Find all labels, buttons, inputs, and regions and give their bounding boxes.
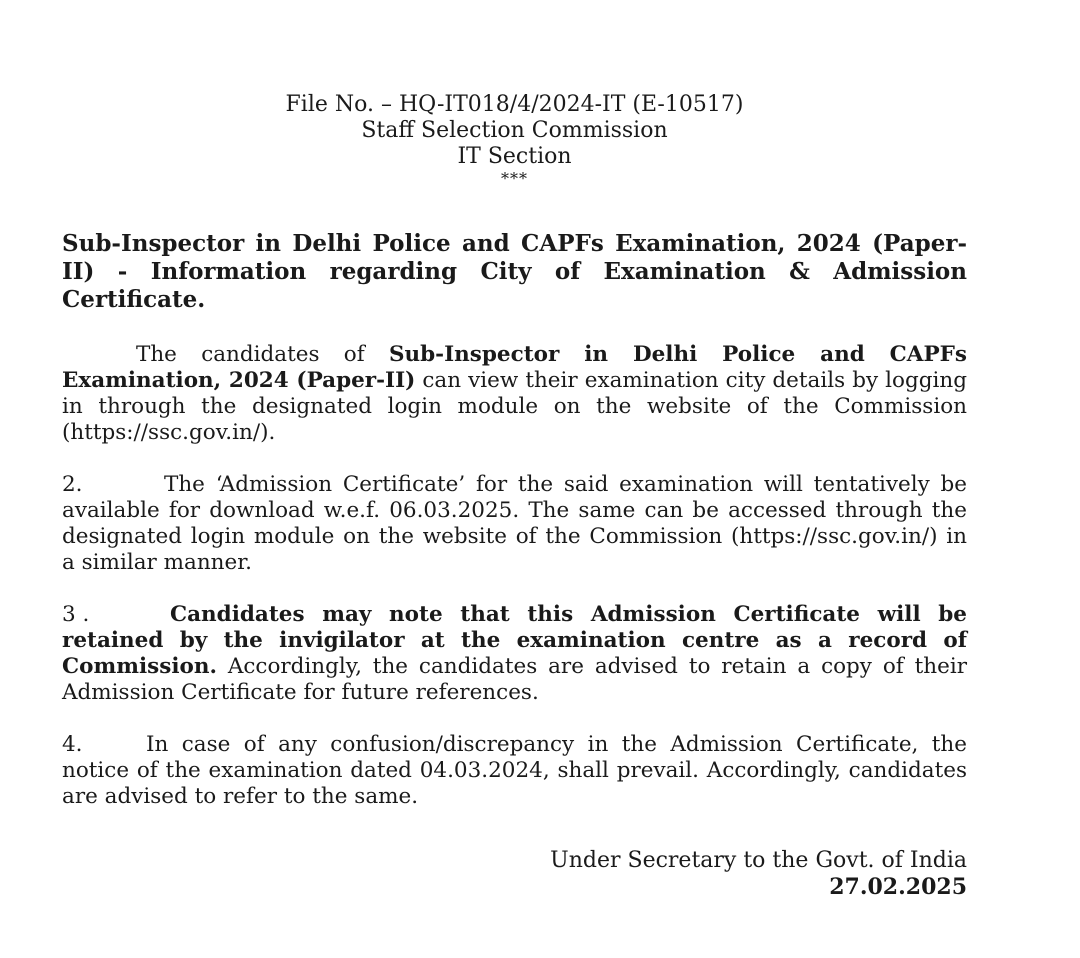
file-number: File No. – HQ-IT018/4/2024-IT (E-10517): [285, 92, 744, 117]
paragraph-3-text: Accordingly, the candidates are advised to retain a copy of their Admission Certificate for future references.: [62, 654, 967, 705]
paragraph-2-number: 2.: [62, 472, 83, 497]
separator-stars: ***: [501, 169, 528, 188]
paragraph-2-text: The ‘Admission Certificate’ for the said examination will tentatively be available for download w.e.f. 06.03.2025. The same can be accessed through the designated login module on the website of the Commission (https://ssc.gov.in/) in a similar manner.: [62, 472, 967, 575]
paragraph-2: [62, 472, 967, 576]
paragraph-3-bold-text: Candidates may note that this Admission Certificate will be retained by the invigilator at the examination centre as a record of Commission.: [62, 602, 967, 679]
signatory-designation: Under Secretary to the Govt. of India: [550, 848, 967, 873]
paragraph-3-number: 3 .: [62, 602, 90, 627]
organization-name: Staff Selection Commission: [361, 118, 668, 143]
paragraph-1: [62, 342, 967, 446]
signature-block: [62, 848, 967, 900]
paragraph-1-lead: The candidates of: [136, 342, 389, 367]
paragraph-4: [62, 732, 967, 810]
paragraph-1-text: can view their examination city details by logging in through the designated login module on the website of the Commission (https://ssc.gov.in/).: [62, 368, 967, 445]
section-name: IT Section: [457, 144, 572, 169]
paragraph-4-text: In case of any confusion/discrepancy in the Admission Certificate, the notice of the examination dated 04.03.2024, shall prevail. Accordingly, candidates are advised to refer to the same.: [62, 732, 967, 809]
notice-header: [62, 92, 967, 188]
notice-title: Sub-Inspector in Delhi Police and CAPFs Examination, 2024 (Paper-II) - Information regarding City of Examination & Admission Certificate.: [62, 230, 967, 313]
notice-date: 27.02.2025: [829, 874, 967, 900]
notice-document: [62, 92, 967, 900]
paragraph-1-exam-name: Sub-Inspector in Delhi Police and CAPFs Examination, 2024 (Paper-II): [62, 342, 967, 393]
paragraph-3: [62, 602, 967, 706]
paragraph-4-number: 4.: [62, 732, 83, 757]
